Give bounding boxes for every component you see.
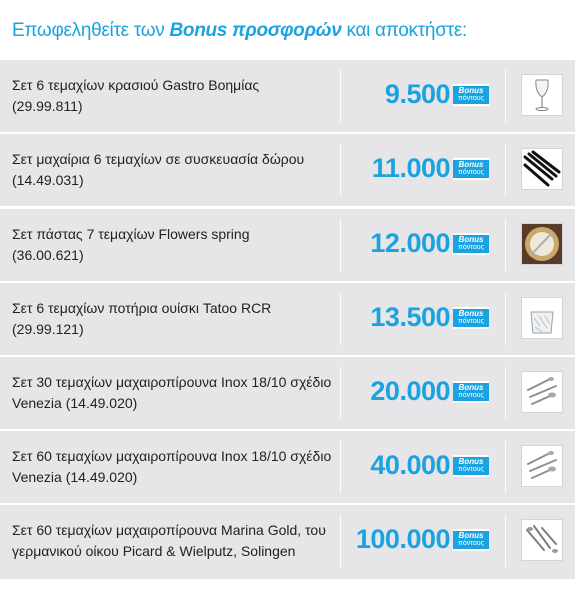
reward-row[interactable] bbox=[0, 505, 575, 579]
bonus-points-badge bbox=[453, 158, 489, 180]
badge-line1: Bonus bbox=[458, 457, 484, 466]
divider bbox=[505, 144, 506, 196]
reward-title: Σετ πάστας 7 τεμαχίων Flowers spring bbox=[12, 226, 250, 242]
reward-code: (29.99.121) bbox=[12, 321, 84, 337]
bonus-points-badge bbox=[453, 307, 489, 329]
badge-line2: πόντους bbox=[458, 466, 484, 473]
badge-line1: Bonus bbox=[458, 383, 484, 392]
whisky-glass-icon[interactable] bbox=[521, 297, 563, 339]
reward-row[interactable] bbox=[0, 283, 575, 355]
divider bbox=[340, 293, 341, 345]
reward-points: 9.500 bbox=[384, 79, 450, 109]
gold-cutlery-icon[interactable] bbox=[521, 519, 563, 561]
cutlery-icon[interactable] bbox=[521, 445, 563, 487]
cutlery-icon[interactable] bbox=[521, 371, 563, 413]
divider bbox=[340, 70, 341, 122]
reward-points: 20.000 bbox=[370, 376, 450, 406]
reward-description bbox=[12, 149, 332, 191]
bonus-points-badge bbox=[453, 455, 489, 477]
bonus-points-badge bbox=[453, 233, 489, 255]
badge-line2: πόντους bbox=[458, 540, 484, 547]
badge-line2: πόντους bbox=[458, 169, 484, 176]
reward-code: γερμανικού οίκου Picard & Wielputz, Solingen bbox=[12, 543, 296, 559]
reward-title: Σετ 60 τεμαχίων μαχαιροπίρουνα Inox 18/10 σχέδιο bbox=[12, 448, 332, 464]
reward-row[interactable] bbox=[0, 431, 575, 503]
reward-row[interactable] bbox=[0, 209, 575, 281]
reward-title: Σετ 6 τεμαχίων κρασιού Gastro Βοημίας bbox=[12, 77, 260, 93]
divider bbox=[340, 367, 341, 419]
divider bbox=[505, 441, 506, 493]
reward-code: Venezia (14.49.020) bbox=[12, 469, 138, 485]
divider bbox=[505, 293, 506, 345]
divider bbox=[340, 515, 341, 567]
reward-points: 13.500 bbox=[370, 302, 450, 332]
reward-description bbox=[12, 520, 332, 562]
reward-points: 100.000 bbox=[355, 524, 450, 554]
reward-description bbox=[12, 446, 332, 488]
divider bbox=[505, 70, 506, 122]
reward-row[interactable] bbox=[0, 357, 575, 429]
dessert-plate-icon[interactable] bbox=[521, 223, 563, 265]
badge-line1: Bonus bbox=[458, 309, 484, 318]
reward-title: Σετ 6 τεμαχίων ποτήρια ουίσκι Tatoo RCR bbox=[12, 300, 272, 316]
bonus-points-badge bbox=[453, 84, 489, 106]
reward-title: Σετ 60 τεμαχίων μαχαιροπίρουνα Marina Gold, του bbox=[12, 522, 326, 538]
reward-code: (29.99.811) bbox=[12, 98, 83, 114]
divider bbox=[340, 144, 341, 196]
reward-description bbox=[12, 372, 332, 414]
divider bbox=[340, 441, 341, 493]
bonus-points-badge bbox=[453, 381, 489, 403]
badge-line1: Bonus bbox=[458, 531, 484, 540]
divider bbox=[505, 367, 506, 419]
wine-glass-icon[interactable] bbox=[521, 74, 563, 116]
reward-title: Σετ 30 τεμαχίων μαχαιροπίρουνα Inox 18/10 σχέδιο bbox=[12, 374, 332, 390]
reward-code: (36.00.621) bbox=[12, 247, 84, 263]
knife-set-icon[interactable] bbox=[521, 148, 563, 190]
badge-line2: πόντους bbox=[458, 392, 484, 399]
reward-code: Venezia (14.49.020) bbox=[12, 395, 138, 411]
reward-points: 11.000 bbox=[371, 153, 450, 183]
badge-line1: Bonus bbox=[458, 86, 484, 95]
heading-emphasis: Bonus προσφορών bbox=[169, 20, 342, 41]
divider bbox=[505, 515, 506, 567]
badge-line1: Bonus bbox=[458, 235, 484, 244]
reward-description bbox=[12, 224, 332, 266]
heading-suffix: και αποκτήστε: bbox=[341, 20, 467, 41]
reward-title: Σετ μαχαίρια 6 τεμαχίων σε συσκευασία δώρου bbox=[12, 151, 305, 167]
heading-prefix: Επωφεληθείτε των bbox=[12, 20, 170, 41]
badge-line1: Bonus bbox=[458, 160, 484, 169]
reward-description bbox=[12, 75, 332, 117]
divider bbox=[340, 219, 341, 271]
page-heading bbox=[12, 20, 467, 42]
reward-description bbox=[12, 298, 332, 340]
badge-line2: πόντους bbox=[458, 244, 484, 251]
reward-code: (14.49.031) bbox=[12, 172, 84, 188]
badge-line2: πόντους bbox=[458, 318, 484, 325]
reward-points: 40.000 bbox=[370, 450, 450, 480]
reward-row[interactable] bbox=[0, 60, 575, 132]
divider bbox=[505, 219, 506, 271]
reward-row[interactable] bbox=[0, 134, 575, 206]
bonus-points-badge bbox=[453, 529, 489, 551]
badge-line2: πόντους bbox=[458, 95, 484, 102]
reward-points: 12.000 bbox=[370, 228, 450, 258]
